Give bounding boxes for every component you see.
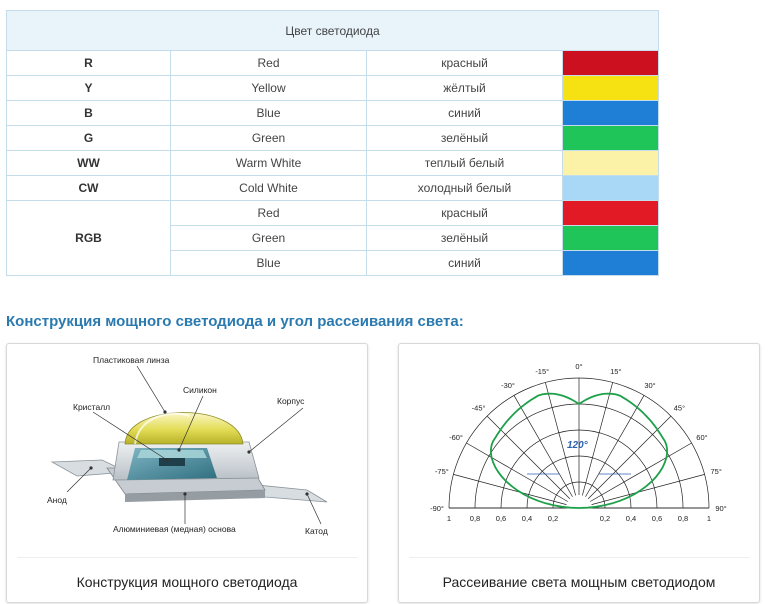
color-code: G [7, 126, 171, 151]
color-name-en: Green [171, 126, 367, 151]
card-caption: Рассеивание света мощным светодиодом [442, 574, 716, 590]
color-name-ru: теплый белый [367, 151, 563, 176]
table-body [7, 51, 659, 276]
angle-label: -90° [430, 504, 444, 513]
scale-label: 0,2 [547, 514, 559, 523]
label-cathode: Катод [305, 526, 328, 536]
light-dispersion-card[interactable] [398, 343, 760, 603]
color-code: Y [7, 76, 171, 101]
scale-label: 1 [706, 514, 712, 523]
label-silicone: Силикон [183, 385, 217, 395]
scale-label: 0,8 [677, 514, 689, 523]
color-swatch-cell [563, 251, 659, 276]
section-title: Конструкция мощного светодиода и угол рассеивания света: [6, 313, 464, 330]
label-housing: Корпус [277, 396, 305, 406]
card-caption: Конструкция мощного светодиода [76, 574, 298, 590]
scale-label: 0,4 [521, 514, 533, 523]
color-code: R [7, 51, 171, 76]
color-swatch-cell [563, 126, 659, 151]
table-row [7, 176, 659, 201]
table-row [7, 76, 659, 101]
angle-label: -15° [535, 366, 550, 376]
color-swatch-cell [563, 101, 659, 126]
color-swatch [563, 226, 658, 250]
color-swatch-cell [563, 151, 659, 176]
scale-label: 0,6 [651, 514, 663, 523]
angle-label: 45° [673, 403, 686, 413]
color-swatch-cell [563, 176, 659, 201]
angle-label: 30° [644, 381, 656, 391]
color-swatch [563, 201, 658, 225]
table-row [7, 151, 659, 176]
color-name-ru: красный [367, 51, 563, 76]
angle-label: 15° [610, 366, 622, 376]
table-header: Цвет светодиода [7, 11, 659, 51]
color-swatch [563, 126, 658, 150]
color-name-en: Red [171, 51, 367, 76]
color-name-ru: красный [367, 201, 563, 226]
color-code-rgb: RGB [7, 201, 171, 276]
label-crystal: Кристалл [73, 402, 111, 412]
color-swatch [563, 51, 658, 75]
color-swatch [563, 251, 658, 275]
led-construction-diagram [7, 344, 367, 559]
table-row [7, 51, 659, 76]
table-row [7, 101, 659, 126]
angle-label: -30° [501, 381, 515, 391]
color-name-en: Cold White [171, 176, 367, 201]
led-color-table [6, 10, 659, 276]
color-name-ru: холодный белый [367, 176, 563, 201]
angle-label: 90° [715, 504, 727, 513]
label-base: Алюминиевая (медная) основа [113, 524, 236, 534]
angle-label: 75° [710, 467, 722, 477]
scale-label: 0,4 [625, 514, 637, 523]
label-anode: Анод [47, 495, 67, 505]
scale-label: 1 [446, 514, 452, 523]
card-divider [17, 557, 357, 558]
color-name-en: Blue [171, 251, 367, 276]
polar-radiation-diagram [399, 344, 759, 559]
color-code: WW [7, 151, 171, 176]
label-lens: Пластиковая линза [93, 355, 170, 365]
color-name-ru: синий [367, 251, 563, 276]
angle-label: -60° [449, 433, 463, 442]
led-color-table-container [6, 10, 658, 276]
scale-label: 0,2 [599, 514, 611, 523]
angle-label: 0° [575, 362, 583, 371]
table-row [7, 126, 659, 151]
color-name-en: Green [171, 226, 367, 251]
color-name-en: Red [171, 201, 367, 226]
led-construction-card[interactable] [6, 343, 368, 603]
scale-label: 0,8 [469, 514, 481, 523]
scale-label: 0,6 [495, 514, 507, 523]
beam-angle-label: 120° [567, 440, 588, 451]
color-swatch-cell [563, 226, 659, 251]
color-name-en: Blue [171, 101, 367, 126]
crystal-chip [159, 458, 185, 466]
color-swatch [563, 176, 658, 200]
color-name-ru: жёлтый [367, 76, 563, 101]
silicone-fill [137, 450, 207, 458]
color-swatch [563, 76, 658, 100]
color-name-ru: зелёный [367, 126, 563, 151]
color-swatch [563, 101, 658, 125]
color-name-ru: синий [367, 101, 563, 126]
color-name-en: Warm White [171, 151, 367, 176]
color-swatch-cell [563, 76, 659, 101]
color-swatch-cell [563, 201, 659, 226]
color-code: B [7, 101, 171, 126]
color-code: CW [7, 176, 171, 201]
color-swatch [563, 151, 658, 175]
card-divider [409, 557, 749, 558]
table-row [7, 201, 659, 226]
color-swatch-cell [563, 51, 659, 76]
color-name-en: Yellow [171, 76, 367, 101]
angle-label: -45° [471, 403, 486, 413]
angle-label: -75° [434, 467, 449, 477]
angle-label: 60° [696, 433, 708, 442]
color-name-ru: зелёный [367, 226, 563, 251]
